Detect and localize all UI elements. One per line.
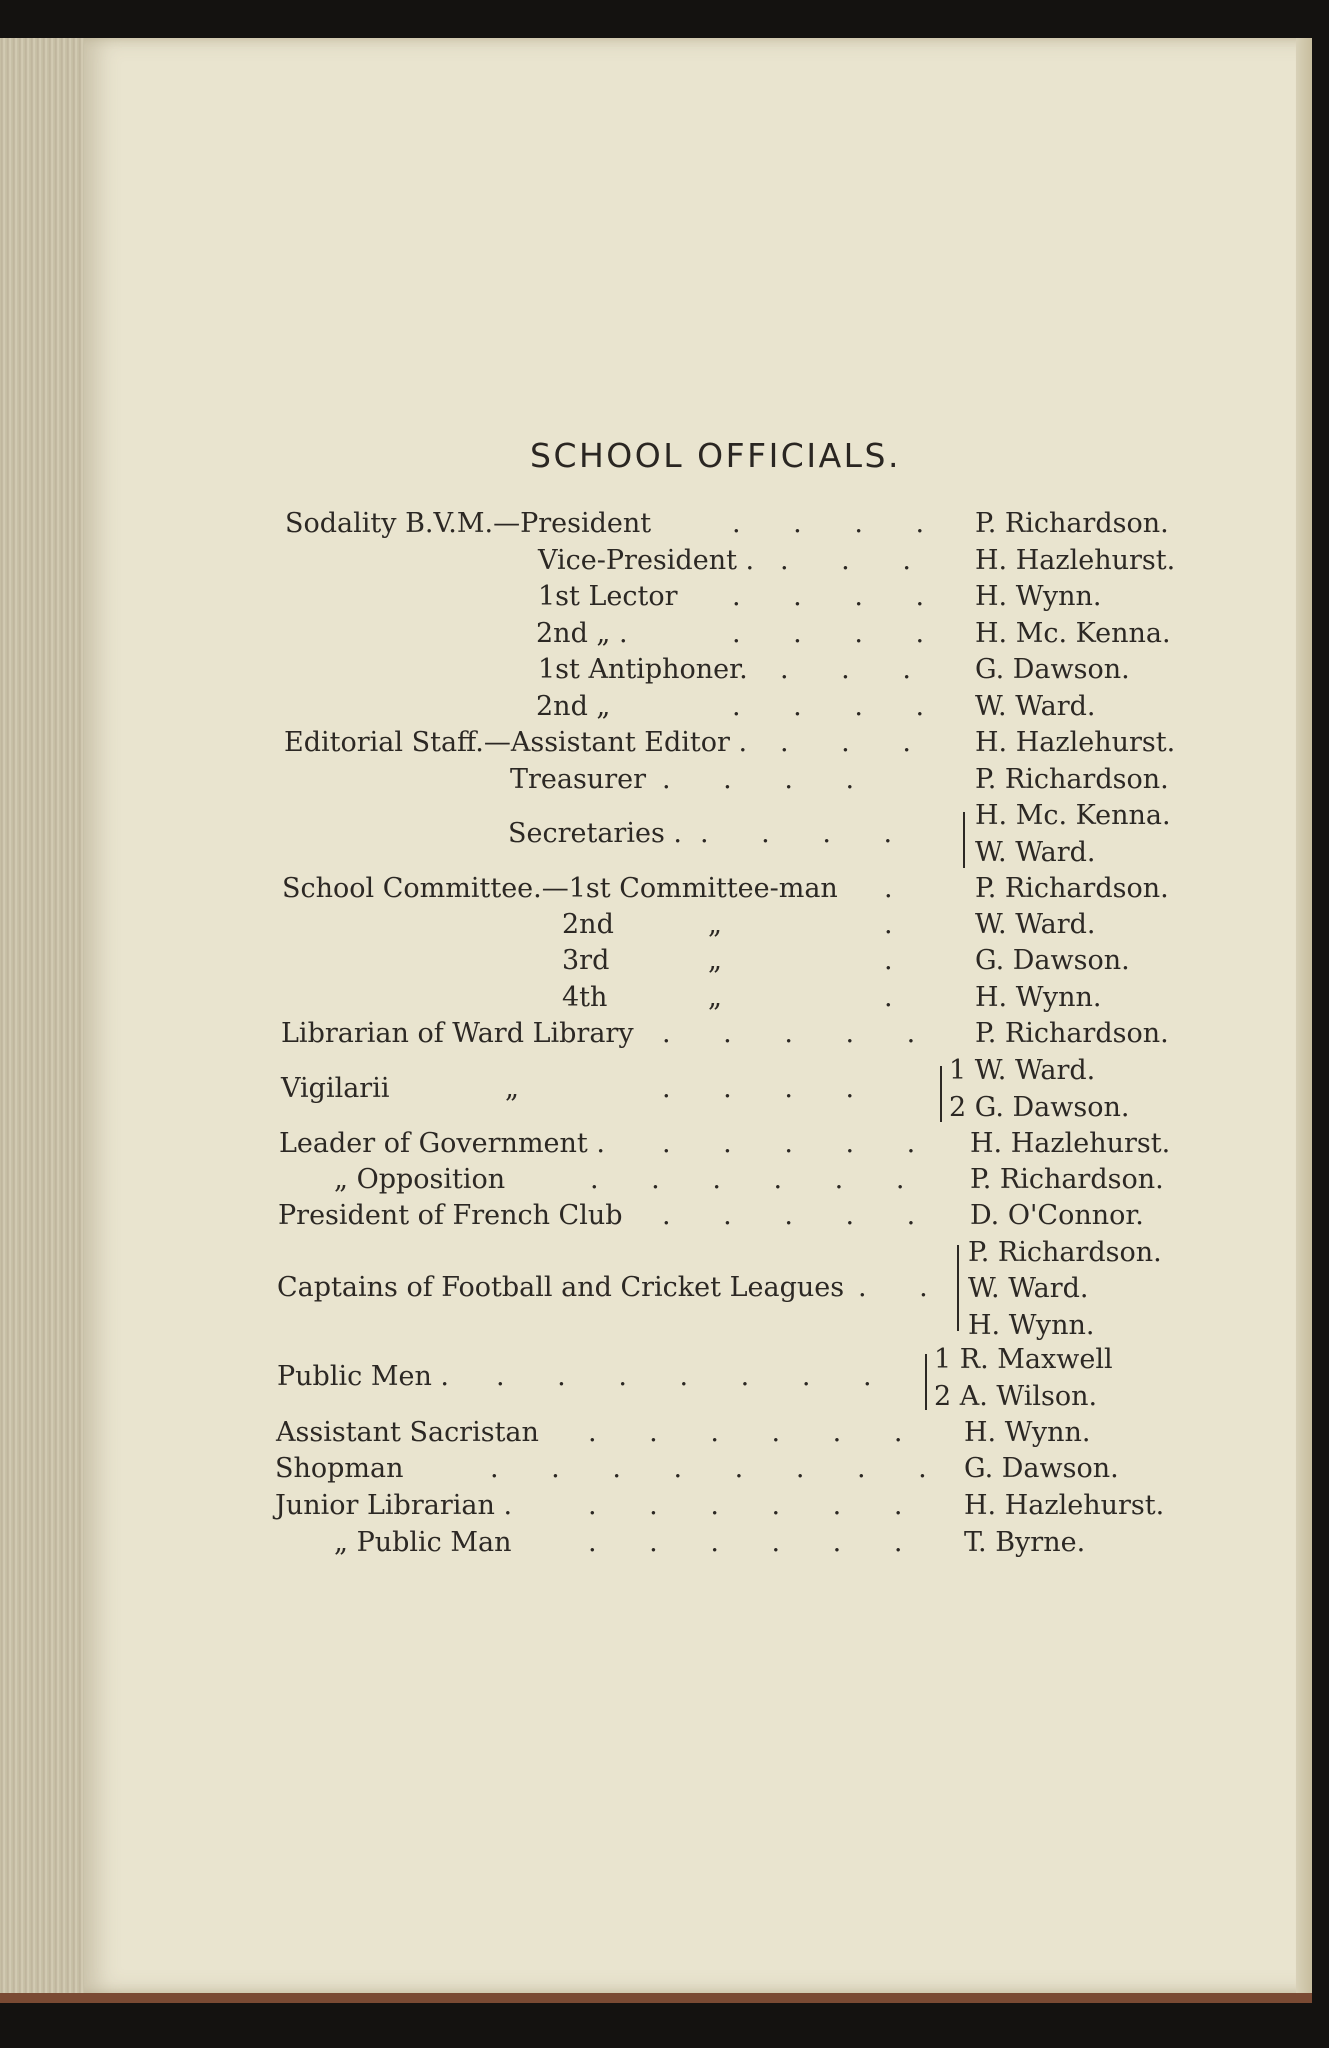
ditto-mark: „ [708, 909, 722, 940]
office-label: Public Men . [277, 1361, 449, 1392]
official-name: D. O'Connor. [970, 1200, 1144, 1231]
office-label: Captains of Football and Cricket Leagues [277, 1272, 845, 1303]
official-name: P. Richardson. [970, 1164, 1164, 1195]
office-label: Secretaries . [508, 818, 682, 849]
office-label: 1st Antiphoner. [538, 654, 748, 685]
leader-dots: . [884, 873, 915, 904]
leader-dots: . . . . [732, 618, 947, 649]
brace [963, 812, 965, 868]
office-label: Treasurer [510, 764, 647, 795]
office-label: 1st Lector [538, 581, 678, 612]
brace [925, 1354, 927, 1410]
leader-dots: . . [858, 1272, 950, 1303]
official-name: 2 A. Wilson. [934, 1381, 1098, 1412]
official-name: H. Wynn. [968, 1310, 1095, 1341]
official-name: H. Wynn. [964, 1417, 1091, 1448]
official-name: G. Dawson. [975, 654, 1130, 685]
leader-dots: . . . . [732, 508, 947, 539]
official-name: H. Mc. Kenna. [975, 618, 1171, 649]
brace [957, 1245, 959, 1331]
leader-dots: . . . . . . [590, 1164, 927, 1195]
leader-dots: . [884, 982, 915, 1013]
office-label: Sodality B.V.M.—President [285, 508, 652, 539]
ditto-mark: „ [505, 1073, 519, 1104]
office-label: Editorial Staff.—Assistant Editor . [284, 727, 748, 758]
office-label: „ Public Man [334, 1527, 512, 1558]
book-spine [1296, 38, 1312, 1993]
official-name: H. Hazlehurst. [975, 727, 1176, 758]
leader-dots: . . . [780, 545, 933, 576]
office-label: Librarian of Ward Library [281, 1018, 634, 1049]
official-name: P. Richardson. [975, 764, 1169, 795]
leader-dots: . [884, 945, 915, 976]
official-name: 1 R. Maxwell [934, 1344, 1113, 1375]
official-name: G. Dawson. [964, 1453, 1119, 1484]
office-label: Leader of Government . [279, 1128, 605, 1159]
office-label: Vigilarii [281, 1073, 390, 1104]
official-name: G. Dawson. [975, 945, 1130, 976]
page-title: SCHOOL OFFICIALS. [530, 436, 901, 475]
leader-dots: . . . . . . . [496, 1361, 894, 1392]
office-label: Shopman [275, 1453, 404, 1484]
office-label: 3rd [562, 945, 610, 976]
leader-dots: . . . . [732, 691, 947, 722]
office-label: President of French Club [278, 1200, 623, 1231]
office-label: School Committee.—1st Committee-man [282, 873, 838, 904]
official-name: W. Ward. [975, 909, 1096, 940]
official-name: H. Wynn. [975, 982, 1102, 1013]
office-label: 2nd „ . [536, 618, 628, 649]
leader-dots: . . . . . [662, 1200, 938, 1231]
official-name: P. Richardson. [975, 508, 1169, 539]
leader-dots: . . . . . . [588, 1490, 925, 1521]
official-name: P. Richardson. [968, 1237, 1162, 1268]
leader-dots: . . . . [662, 1073, 877, 1104]
leader-dots: . . . [780, 727, 933, 758]
official-name: H. Wynn. [975, 581, 1102, 612]
official-name: T. Byrne. [964, 1527, 1086, 1558]
official-name: 1 W. Ward. [949, 1055, 1096, 1086]
page-edges [0, 38, 84, 1993]
official-name: W. Ward. [975, 837, 1096, 868]
ditto-mark: „ [708, 945, 722, 976]
leader-dots: . . . . [700, 818, 915, 849]
brace [940, 1066, 942, 1122]
leader-dots: . . . . . . . . [490, 1453, 949, 1484]
leader-dots: . . . . [662, 764, 877, 795]
leader-dots: . . . [780, 654, 933, 685]
office-label: „ Opposition [334, 1164, 506, 1195]
official-name: H. Hazlehurst. [964, 1490, 1165, 1521]
office-label: Junior Librarian . [275, 1490, 513, 1521]
official-name: W. Ward. [975, 691, 1096, 722]
official-name: W. Ward. [968, 1273, 1089, 1304]
leader-dots: . . . . [732, 581, 947, 612]
official-name: P. Richardson. [975, 1018, 1169, 1049]
office-label: Assistant Sacristan [276, 1417, 539, 1448]
official-name: H. Hazlehurst. [970, 1128, 1171, 1159]
leader-dots: . . . . . [662, 1128, 938, 1159]
page [84, 38, 1312, 1993]
leader-dots: . . . . . . [588, 1417, 925, 1448]
official-name: 2 G. Dawson. [949, 1092, 1130, 1123]
office-label: 2nd [562, 909, 614, 940]
leader-dots: . . . . . . [588, 1527, 925, 1558]
ditto-mark: „ [708, 982, 722, 1013]
office-label: Vice-President . [538, 545, 755, 576]
leader-dots: . [884, 909, 915, 940]
office-label: 4th [562, 982, 608, 1013]
official-name: P. Richardson. [975, 873, 1169, 904]
official-name: H. Mc. Kenna. [975, 800, 1171, 831]
leader-dots: . . . . . [662, 1018, 938, 1049]
official-name: H. Hazlehurst. [975, 545, 1176, 576]
office-label: 2nd „ [536, 691, 611, 722]
